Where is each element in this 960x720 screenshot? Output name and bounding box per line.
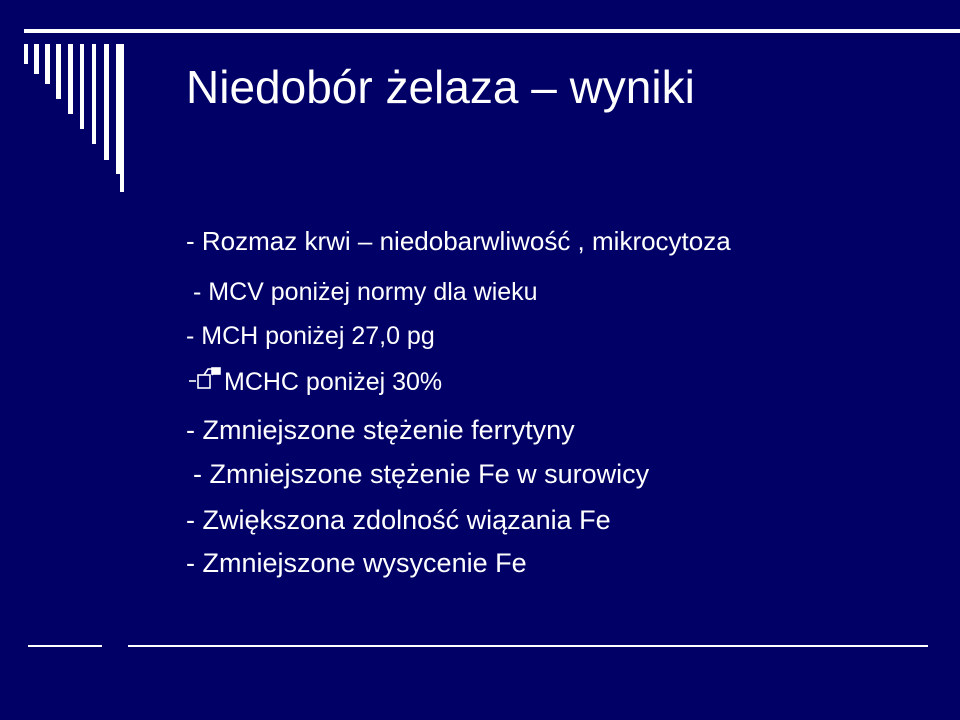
list-item: - MCH poniżej 27,0 pg xyxy=(186,322,435,350)
list-item: - Zwiększona zdolność wiązania Fe xyxy=(186,505,611,535)
bottom-divider-right xyxy=(128,645,928,647)
bottom-divider-left xyxy=(28,645,102,647)
list-item: - Zmniejszone stężenie ferrytyny xyxy=(186,415,575,445)
list-item: - Rozmaz krwi – niedobarwliwość , mikrocytoza xyxy=(186,226,731,256)
slide-title: Niedobór żelaza – wyniki xyxy=(186,61,695,113)
list-item: - Zmniejszone wysycenie Fe xyxy=(186,548,527,578)
list-item: MCHC poniżej 30% xyxy=(224,368,443,396)
list-item: - MCV poniżej normy dla wieku xyxy=(193,278,538,306)
list-item: - Zmniejszone stężenie Fe w surowicy xyxy=(193,459,650,489)
broken-glyph-icon xyxy=(188,366,222,392)
